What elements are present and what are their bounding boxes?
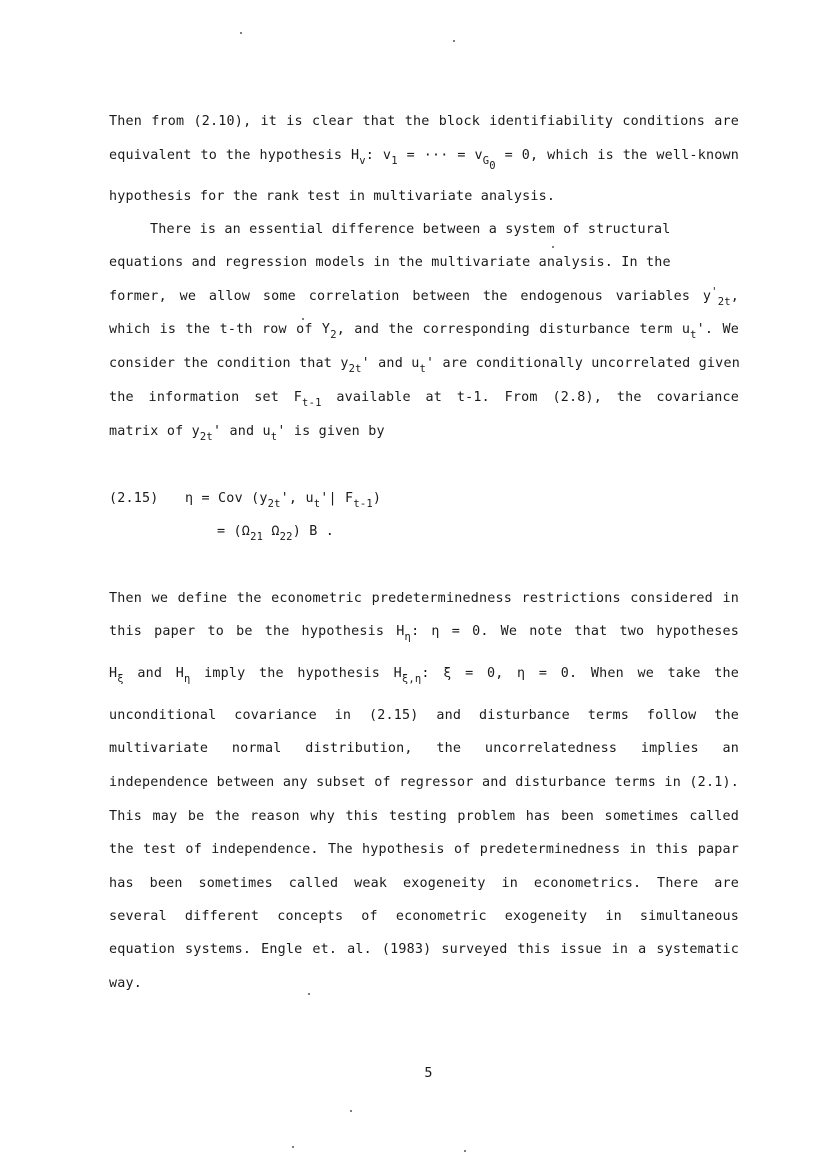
text-line: hypothesis for the rank test in multivariate analysis. bbox=[109, 189, 556, 204]
page-number: 5 bbox=[424, 1066, 433, 1081]
text-line: has been sometimes called weak exogeneity in econometrics. There are bbox=[109, 876, 739, 891]
scan-speck bbox=[453, 40, 455, 42]
text-line: consider the condition that $y_{2t}'$ and $u_t'$ are conditionally uncorrelated given bbox=[109, 356, 740, 375]
equation-row-1: η = Cov ($y_{2t}'$, $u_t'|$ $F_{t-1}$) bbox=[185, 491, 382, 510]
text-line: way. bbox=[109, 976, 143, 991]
text-line: which is the t-th row of $Y_2$, and the corresponding disturbance term $u_t'$. We bbox=[109, 322, 739, 341]
text-line: equations and regression models in the multivariate analysis. In the bbox=[109, 255, 671, 270]
scan-speck bbox=[552, 246, 554, 248]
text-line: $H_\xi$ and $H_\eta$ imply the hypothesis $H_{\xi,\eta}$: ξ = 0, η = 0. When we take the bbox=[109, 666, 739, 685]
text-line: matrix of $y_{2t}'$ and $u_t'$ is given by bbox=[109, 424, 385, 443]
scan-speck bbox=[308, 993, 310, 995]
scan-speck bbox=[464, 1150, 466, 1152]
text-line-hypothesis: equivalent to the hypothesis $H_v$: $v_1$ = ··· = $v_{G_0} = 0$, which is the well-known bbox=[109, 148, 740, 172]
text-line: Then from (2.10), it is clear that the block identifiability conditions are bbox=[109, 114, 739, 129]
text-line: unconditional covariance in (2.15) and disturbance terms follow the bbox=[109, 708, 739, 723]
scan-speck bbox=[292, 1146, 294, 1148]
text-line: the information set $F_{t-1}$ available at t-1. From (2.8), the covariance bbox=[109, 390, 739, 409]
text-line: former, we allow some correlation between the endogenous variables $y'_{2t}$, bbox=[109, 286, 739, 308]
text-line: independence between any subset of regressor and disturbance terms in (2.1). bbox=[109, 775, 739, 790]
scan-speck bbox=[240, 32, 242, 34]
text-line: several different concepts of econometric exogeneity in simultaneous bbox=[109, 909, 739, 924]
equation-row-2: = ($\Omega_{21}$ $\Omega_{22}$) B . bbox=[217, 524, 334, 543]
equation-label: (2.15) bbox=[109, 491, 159, 506]
text-line: equation systems. Engle et. al. (1983) surveyed this issue in a systematic bbox=[109, 942, 739, 957]
paragraph-first-line: There is an essential difference between a system of structural bbox=[150, 222, 671, 237]
text-line: Then we define the econometric predeterminedness restrictions considered in bbox=[109, 591, 739, 606]
text-line: this paper to be the hypothesis $H_\eta$: η = 0. We note that two hypotheses bbox=[109, 624, 739, 643]
text-line: multivariate normal distribution, the uncorrelatedness implies an bbox=[109, 741, 739, 756]
scan-speck bbox=[350, 1110, 352, 1112]
text-line: the test of independence. The hypothesis of predeterminedness in this papar bbox=[109, 842, 739, 857]
text-line: This may be the reason why this testing problem has been sometimes called bbox=[109, 809, 739, 824]
scan-speck bbox=[302, 318, 304, 320]
